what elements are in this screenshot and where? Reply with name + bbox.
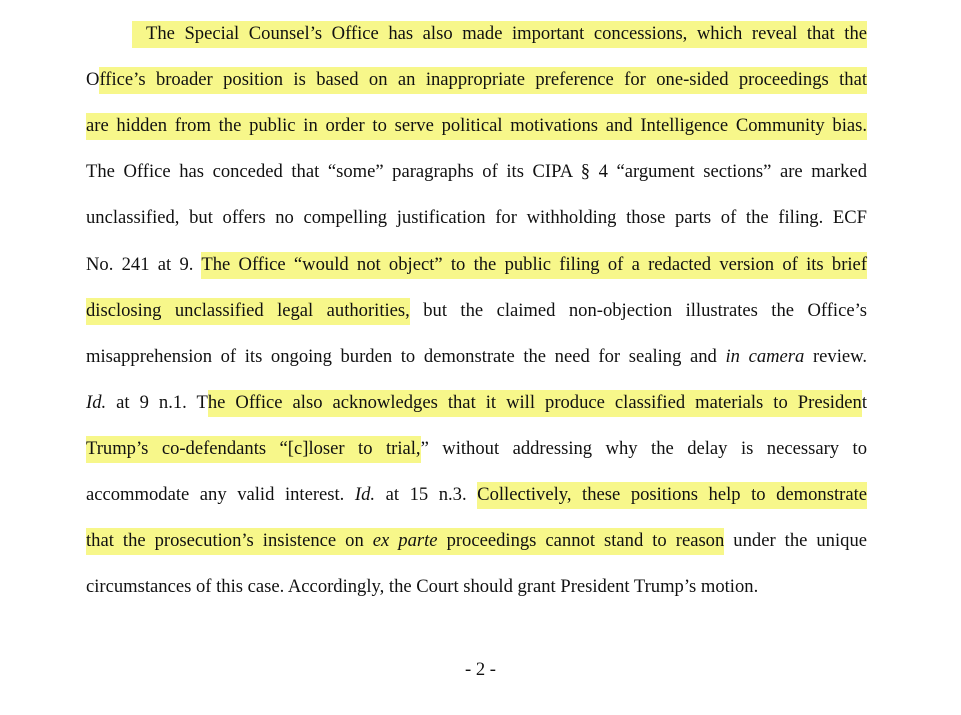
- text-line: [86, 251, 867, 279]
- italic-text: Id.: [86, 392, 107, 413]
- text-line: [86, 527, 867, 555]
- text-line: [86, 297, 867, 325]
- highlighted-text: he Office also acknowledges that it will produce classified materials to Presiden: [208, 390, 862, 417]
- text-span: ” without addressing why the delay is necessary to: [420, 438, 867, 459]
- text-span: t: [861, 392, 867, 413]
- text-span: misapprehension of its ongoing burden to demonstrate the need for sealing and: [86, 346, 726, 367]
- highlighted-text: ex parte: [373, 528, 438, 555]
- highlighted-text: The Office “would not object” to the public filing of a redacted version of its brief: [201, 252, 867, 279]
- highlighted-text: disclosing unclassified legal authorities,: [86, 298, 410, 325]
- text-span: at 15 n.3.: [375, 484, 478, 505]
- highlighted-text: The Special Counsel’s Office has also made important concessions, which reveal that the: [132, 21, 867, 48]
- text-line: [86, 481, 867, 509]
- text-span: O: [86, 69, 100, 90]
- highlighted-text: proceedings cannot stand to reason: [438, 528, 725, 555]
- text-line: [86, 158, 867, 186]
- highlighted-text: Trump’s co-defendants “[c]loser to trial,: [86, 436, 421, 463]
- text-span: review.: [804, 346, 867, 367]
- highlighted-text: are hidden from the public in order to serve political motivations and Intelligence Community bias.: [86, 113, 867, 140]
- italic-text: Id.: [354, 484, 376, 505]
- text-span: The Office has conceded that “some” paragraphs of its CIPA § 4 “argument sections” are marked: [86, 161, 867, 182]
- text-span: circumstances of this case. Accordingly, the Court should grant President Trump’s motion.: [86, 576, 759, 597]
- text-line: [86, 435, 867, 463]
- text-line: [146, 20, 867, 48]
- text-line: [86, 343, 867, 371]
- text-span: accommodate any valid interest.: [86, 484, 355, 505]
- text-line: [86, 389, 867, 417]
- text-line: [86, 573, 867, 601]
- text-line: [86, 204, 867, 232]
- text-span: at 9 n.1. T: [106, 392, 208, 413]
- text-line: [86, 66, 867, 94]
- text-span: under the unique: [724, 530, 867, 551]
- text-span: unclassified, but offers no compelling justification for withholding those parts of the filing. ECF: [86, 207, 867, 228]
- text-span: No. 241 at 9.: [86, 254, 202, 275]
- highlighted-text: ffice’s broader position is based on an inappropriate preference for one-sided proceedings that: [99, 67, 867, 94]
- italic-text: in camera: [725, 346, 805, 367]
- page-number: - 2 -: [465, 659, 496, 680]
- text-span: but the claimed non-objection illustrates the Office’s: [409, 300, 867, 321]
- highlighted-text: that the prosecution’s insistence on: [86, 528, 373, 555]
- text-line: [86, 112, 867, 140]
- highlighted-text: Collectively, these positions help to demonstrate: [477, 482, 867, 509]
